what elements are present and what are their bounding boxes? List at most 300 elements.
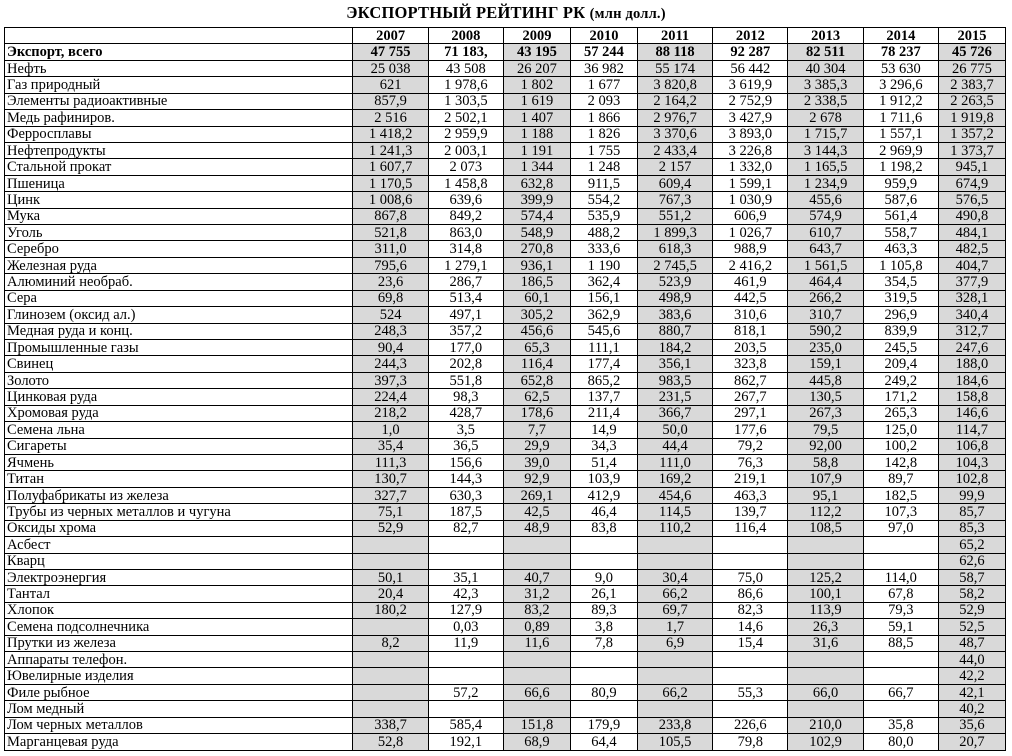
- row-value: [863, 553, 938, 569]
- table-row: [5, 422, 1006, 438]
- row-value: [503, 668, 570, 684]
- row-value: 1 912,2: [863, 93, 938, 109]
- row-value: [788, 537, 863, 553]
- row-name: Ювелирные изделия: [5, 668, 353, 684]
- row-value: 169,2: [637, 471, 712, 487]
- row-value: 551,2: [637, 208, 712, 224]
- row-value: 90,4: [353, 340, 428, 356]
- row-value: 111,0: [637, 454, 712, 470]
- row-value: 88,5: [863, 635, 938, 651]
- row-value: 357,2: [428, 323, 503, 339]
- row-value: 1 557,1: [863, 126, 938, 142]
- row-value: 863,0: [428, 225, 503, 241]
- row-value: [713, 701, 788, 717]
- row-name: Трубы из черных металлов и чугуна: [5, 504, 353, 520]
- year-header: 2008: [428, 28, 503, 44]
- row-value: 11,6: [503, 635, 570, 651]
- row-value: 66,6: [503, 684, 570, 700]
- row-value: 83,2: [503, 602, 570, 618]
- row-value: 1 866: [570, 110, 637, 126]
- row-value: 1 030,9: [713, 192, 788, 208]
- row-value: 26,1: [570, 586, 637, 602]
- row-value: 857,9: [353, 93, 428, 109]
- row-value: 57,2: [428, 684, 503, 700]
- row-value: 1 332,0: [713, 159, 788, 175]
- row-value: 1 677: [570, 77, 637, 93]
- row-value: 65,3: [503, 340, 570, 356]
- row-value: 103,9: [570, 471, 637, 487]
- row-value: 377,9: [938, 274, 1005, 290]
- row-value: 558,7: [863, 225, 938, 241]
- row-value: 399,9: [503, 192, 570, 208]
- row-value: 107,3: [863, 504, 938, 520]
- table-row: [5, 734, 1006, 750]
- row-value: [713, 537, 788, 553]
- row-value: 312,7: [938, 323, 1005, 339]
- row-value: [353, 619, 428, 635]
- row-value: 1,0: [353, 422, 428, 438]
- table-row: [5, 684, 1006, 700]
- row-value: 1 234,9: [788, 175, 863, 191]
- row-value: 69,7: [637, 602, 712, 618]
- row-value: 43 508: [428, 60, 503, 76]
- row-name: Промышленные газы: [5, 340, 353, 356]
- row-value: 47 755: [353, 44, 428, 60]
- row-value: 14,6: [713, 619, 788, 635]
- row-value: 356,1: [637, 356, 712, 372]
- table-row: [5, 77, 1006, 93]
- row-value: 245,5: [863, 340, 938, 356]
- row-value: 327,7: [353, 487, 428, 503]
- row-value: 83,8: [570, 520, 637, 536]
- year-header: 2009: [503, 28, 570, 44]
- row-value: 8,2: [353, 635, 428, 651]
- row-value: 184,2: [637, 340, 712, 356]
- row-name: Серебро: [5, 241, 353, 257]
- row-value: [428, 553, 503, 569]
- row-value: 0,89: [503, 619, 570, 635]
- row-value: [503, 652, 570, 668]
- row-value: 1 008,6: [353, 192, 428, 208]
- row-value: 184,6: [938, 372, 1005, 388]
- table-row: [5, 257, 1006, 273]
- row-value: 203,5: [713, 340, 788, 356]
- row-value: 445,8: [788, 372, 863, 388]
- row-value: 26 207: [503, 60, 570, 76]
- row-value: 88 118: [637, 44, 712, 60]
- row-value: 2 516: [353, 110, 428, 126]
- row-value: 158,8: [938, 389, 1005, 405]
- row-value: 652,8: [503, 372, 570, 388]
- row-value: 114,7: [938, 422, 1005, 438]
- row-value: 362,9: [570, 307, 637, 323]
- row-value: 39,0: [503, 454, 570, 470]
- row-value: 85,3: [938, 520, 1005, 536]
- row-value: [788, 701, 863, 717]
- row-value: 267,7: [713, 389, 788, 405]
- row-value: 82,3: [713, 602, 788, 618]
- year-header: 2010: [570, 28, 637, 44]
- row-value: 1 357,2: [938, 126, 1005, 142]
- row-name: Марганцевая руда: [5, 734, 353, 750]
- row-value: 632,8: [503, 175, 570, 191]
- row-value: 1 165,5: [788, 159, 863, 175]
- row-value: 2 157: [637, 159, 712, 175]
- row-value: 35,8: [863, 717, 938, 733]
- row-value: 182,5: [863, 487, 938, 503]
- row-value: 548,9: [503, 225, 570, 241]
- row-value: 23,6: [353, 274, 428, 290]
- row-value: 959,9: [863, 175, 938, 191]
- row-name: Золото: [5, 372, 353, 388]
- row-value: 42,5: [503, 504, 570, 520]
- row-value: 58,2: [938, 586, 1005, 602]
- row-value: [353, 684, 428, 700]
- row-value: 1 279,1: [428, 257, 503, 273]
- row-value: 1 198,2: [863, 159, 938, 175]
- row-name: Семена подсолнечника: [5, 619, 353, 635]
- row-value: 383,6: [637, 307, 712, 323]
- row-name: Сигареты: [5, 438, 353, 454]
- row-value: 40,2: [938, 701, 1005, 717]
- row-value: 366,7: [637, 405, 712, 421]
- row-value: 224,4: [353, 389, 428, 405]
- row-value: 75,0: [713, 569, 788, 585]
- year-header: 2011: [637, 28, 712, 44]
- row-value: 209,4: [863, 356, 938, 372]
- row-value: 48,9: [503, 520, 570, 536]
- row-value: [503, 553, 570, 569]
- row-value: 333,6: [570, 241, 637, 257]
- row-value: 484,1: [938, 225, 1005, 241]
- row-value: 100,2: [863, 438, 938, 454]
- row-value: 156,1: [570, 290, 637, 306]
- row-name: Филе рыбное: [5, 684, 353, 700]
- row-value: 266,2: [788, 290, 863, 306]
- table-row: [5, 652, 1006, 668]
- row-name: Пшеница: [5, 175, 353, 191]
- table-row: [5, 553, 1006, 569]
- row-name: Кварц: [5, 553, 353, 569]
- row-value: 2 093: [570, 93, 637, 109]
- row-value: 211,4: [570, 405, 637, 421]
- table-row: [5, 454, 1006, 470]
- row-value: 64,4: [570, 734, 637, 750]
- table-row: [5, 126, 1006, 142]
- header-row: [5, 28, 1006, 44]
- row-value: 1 802: [503, 77, 570, 93]
- row-value: 51,4: [570, 454, 637, 470]
- row-value: [713, 553, 788, 569]
- row-value: 523,9: [637, 274, 712, 290]
- row-value: 1 241,3: [353, 142, 428, 158]
- row-value: [428, 652, 503, 668]
- row-value: 1 418,2: [353, 126, 428, 142]
- row-value: 114,0: [863, 569, 938, 585]
- row-value: 188,0: [938, 356, 1005, 372]
- table-row: [5, 241, 1006, 257]
- row-value: 587,6: [863, 192, 938, 208]
- row-value: 618,3: [637, 241, 712, 257]
- row-value: 100,1: [788, 586, 863, 602]
- row-value: 311,0: [353, 241, 428, 257]
- row-value: 3 820,8: [637, 77, 712, 93]
- row-value: 79,5: [788, 422, 863, 438]
- row-value: [863, 701, 938, 717]
- row-value: 590,2: [788, 323, 863, 339]
- row-value: 113,9: [788, 602, 863, 618]
- row-value: 270,8: [503, 241, 570, 257]
- table-row: [5, 569, 1006, 585]
- row-value: 66,2: [637, 586, 712, 602]
- row-value: 609,4: [637, 175, 712, 191]
- row-value: 323,8: [713, 356, 788, 372]
- row-value: 82,7: [428, 520, 503, 536]
- row-name: Оксиды хрома: [5, 520, 353, 536]
- row-value: 1 373,7: [938, 142, 1005, 158]
- row-value: 674,9: [938, 175, 1005, 191]
- row-value: 1 599,1: [713, 175, 788, 191]
- row-value: 561,4: [863, 208, 938, 224]
- row-value: 233,8: [637, 717, 712, 733]
- row-value: 15,4: [713, 635, 788, 651]
- row-value: 2 416,2: [713, 257, 788, 273]
- row-value: 2 073: [428, 159, 503, 175]
- row-value: 102,9: [788, 734, 863, 750]
- row-value: 1 458,8: [428, 175, 503, 191]
- row-value: 3 144,3: [788, 142, 863, 158]
- row-value: 106,8: [938, 438, 1005, 454]
- row-name: Газ природный: [5, 77, 353, 93]
- row-value: 35,6: [938, 717, 1005, 733]
- row-value: 235,0: [788, 340, 863, 356]
- table-row: [5, 717, 1006, 733]
- row-name: Глинозем (оксид ал.): [5, 307, 353, 323]
- row-value: 95,1: [788, 487, 863, 503]
- row-value: 177,4: [570, 356, 637, 372]
- row-value: 114,5: [637, 504, 712, 520]
- row-value: 1 755: [570, 142, 637, 158]
- row-value: 249,2: [863, 372, 938, 388]
- row-value: 265,3: [863, 405, 938, 421]
- row-value: [713, 668, 788, 684]
- row-value: 1 561,5: [788, 257, 863, 273]
- row-name: Лом медный: [5, 701, 353, 717]
- row-value: 2 263,5: [938, 93, 1005, 109]
- row-value: 42,2: [938, 668, 1005, 684]
- row-value: 1 826: [570, 126, 637, 142]
- row-value: 880,7: [637, 323, 712, 339]
- row-value: 210,0: [788, 717, 863, 733]
- row-value: 297,1: [713, 405, 788, 421]
- row-value: 180,2: [353, 602, 428, 618]
- row-value: 482,5: [938, 241, 1005, 257]
- row-value: 125,2: [788, 569, 863, 585]
- row-name: Экспорт, всего: [5, 44, 353, 60]
- year-header: 2014: [863, 28, 938, 44]
- row-value: 6,9: [637, 635, 712, 651]
- table-row: [5, 586, 1006, 602]
- row-value: 521,8: [353, 225, 428, 241]
- table-row: [5, 60, 1006, 76]
- row-value: 412,9: [570, 487, 637, 503]
- row-value: 104,3: [938, 454, 1005, 470]
- row-name: Стальной прокат: [5, 159, 353, 175]
- row-value: 319,5: [863, 290, 938, 306]
- row-value: 247,6: [938, 340, 1005, 356]
- row-value: [863, 537, 938, 553]
- row-value: 67,8: [863, 586, 938, 602]
- row-value: 110,2: [637, 520, 712, 536]
- row-value: 36 982: [570, 60, 637, 76]
- row-value: 66,2: [637, 684, 712, 700]
- row-name: Железная руда: [5, 257, 353, 273]
- row-value: 1 188: [503, 126, 570, 142]
- row-name: Мука: [5, 208, 353, 224]
- row-value: 29,9: [503, 438, 570, 454]
- row-value: 92,00: [788, 438, 863, 454]
- table-row: [5, 389, 1006, 405]
- table-row: [5, 192, 1006, 208]
- row-value: [637, 668, 712, 684]
- row-value: 1 170,5: [353, 175, 428, 191]
- row-value: 52,9: [353, 520, 428, 536]
- row-value: 2 003,1: [428, 142, 503, 158]
- row-value: 2 502,1: [428, 110, 503, 126]
- row-value: 535,9: [570, 208, 637, 224]
- row-value: 59,1: [863, 619, 938, 635]
- table-row: [5, 635, 1006, 651]
- row-value: 818,1: [713, 323, 788, 339]
- row-value: 340,4: [938, 307, 1005, 323]
- row-value: 48,7: [938, 635, 1005, 651]
- row-value: [428, 701, 503, 717]
- row-value: [353, 537, 428, 553]
- row-value: 45 726: [938, 44, 1005, 60]
- row-value: 44,0: [938, 652, 1005, 668]
- row-value: 490,8: [938, 208, 1005, 224]
- row-value: 442,5: [713, 290, 788, 306]
- row-value: 20,7: [938, 734, 1005, 750]
- row-value: 26,3: [788, 619, 863, 635]
- row-value: 3 370,6: [637, 126, 712, 142]
- table-row: [5, 110, 1006, 126]
- row-value: 795,6: [353, 257, 428, 273]
- row-value: 31,6: [788, 635, 863, 651]
- row-value: 71 183,: [428, 44, 503, 60]
- row-value: 983,5: [637, 372, 712, 388]
- table-row: [5, 619, 1006, 635]
- table-row: [5, 225, 1006, 241]
- row-name: Тантал: [5, 586, 353, 602]
- row-value: 156,6: [428, 454, 503, 470]
- row-value: [863, 652, 938, 668]
- row-value: 513,4: [428, 290, 503, 306]
- row-value: 105,5: [637, 734, 712, 750]
- row-value: 610,7: [788, 225, 863, 241]
- row-value: 1 711,6: [863, 110, 938, 126]
- row-value: 1,7: [637, 619, 712, 635]
- row-name: Свинец: [5, 356, 353, 372]
- row-value: 89,3: [570, 602, 637, 618]
- row-value: 585,4: [428, 717, 503, 733]
- row-value: 328,1: [938, 290, 1005, 306]
- row-value: 545,6: [570, 323, 637, 339]
- row-value: 849,2: [428, 208, 503, 224]
- row-value: 464,4: [788, 274, 863, 290]
- row-value: 9,0: [570, 569, 637, 585]
- row-value: 139,7: [713, 504, 788, 520]
- row-value: [713, 652, 788, 668]
- row-value: [570, 668, 637, 684]
- row-value: 42,3: [428, 586, 503, 602]
- row-value: 36,5: [428, 438, 503, 454]
- row-value: 1 248: [570, 159, 637, 175]
- table-row: [5, 405, 1006, 421]
- row-value: 269,1: [503, 487, 570, 503]
- row-value: 231,5: [637, 389, 712, 405]
- table-row: [5, 701, 1006, 717]
- row-name: Хромовая руда: [5, 405, 353, 421]
- row-value: 111,3: [353, 454, 428, 470]
- table-row: [5, 93, 1006, 109]
- row-value: 936,1: [503, 257, 570, 273]
- row-value: 2 745,5: [637, 257, 712, 273]
- row-value: 551,8: [428, 372, 503, 388]
- row-value: 7,7: [503, 422, 570, 438]
- year-header: 2007: [353, 28, 428, 44]
- row-name: Титан: [5, 471, 353, 487]
- row-value: 354,5: [863, 274, 938, 290]
- row-name: Сера: [5, 290, 353, 306]
- row-value: 179,9: [570, 717, 637, 733]
- row-value: 576,5: [938, 192, 1005, 208]
- year-header: 2013: [788, 28, 863, 44]
- row-value: 639,6: [428, 192, 503, 208]
- row-value: 574,4: [503, 208, 570, 224]
- row-value: 130,7: [353, 471, 428, 487]
- table-body: [5, 28, 1006, 751]
- row-value: 862,7: [713, 372, 788, 388]
- table-row: [5, 602, 1006, 618]
- row-value: 187,5: [428, 504, 503, 520]
- row-value: 46,4: [570, 504, 637, 520]
- row-value: 116,4: [713, 520, 788, 536]
- table-row: [5, 487, 1006, 503]
- row-value: 3,5: [428, 422, 503, 438]
- row-name: Хлопок: [5, 602, 353, 618]
- row-value: 3 226,8: [713, 142, 788, 158]
- row-value: 0,03: [428, 619, 503, 635]
- row-value: 11,9: [428, 635, 503, 651]
- row-value: 945,1: [938, 159, 1005, 175]
- row-value: 2 338,5: [788, 93, 863, 109]
- table-row: [5, 356, 1006, 372]
- row-value: 89,7: [863, 471, 938, 487]
- row-name: Алюминий необраб.: [5, 274, 353, 290]
- row-value: [353, 652, 428, 668]
- row-value: 79,2: [713, 438, 788, 454]
- row-value: 80,0: [863, 734, 938, 750]
- row-value: 2 969,9: [863, 142, 938, 158]
- row-value: 621: [353, 77, 428, 93]
- row-value: 26 775: [938, 60, 1005, 76]
- row-value: 244,3: [353, 356, 428, 372]
- row-value: 66,7: [863, 684, 938, 700]
- title-text: ЭКСПОРТНЫЙ РЕЙТИНГ РК: [346, 3, 586, 22]
- row-name: Цинк: [5, 192, 353, 208]
- row-value: 85,7: [938, 504, 1005, 520]
